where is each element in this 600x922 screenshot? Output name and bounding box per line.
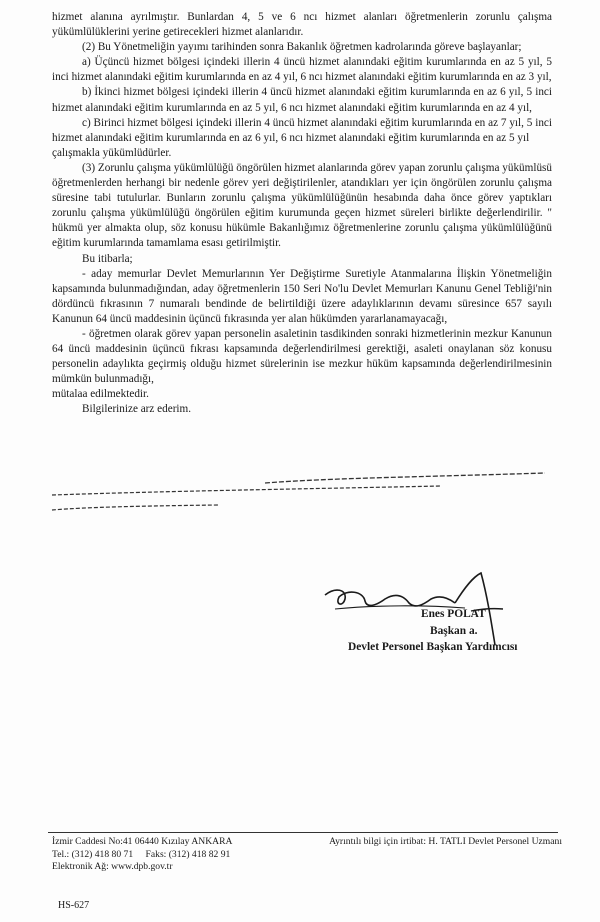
footer-line-2 xyxy=(52,849,562,862)
paragraph-closing: Bilgilerinize arz ederim. xyxy=(82,403,192,416)
paragraph-opinion: mütalaa edilmektedir. xyxy=(52,388,149,401)
paragraph-2: (2) Bu Yönetmeliğin yayımı tarihinden sonra Bakanlık öğretmen kadrolarında göreve başlayanlar; xyxy=(82,41,522,54)
paragraph-teacher-service: - öğretmen olarak görev yapan personelin asaletinin tasdikinden sonraki hizmetlerinin mezkur Kanunun 64 üncü maddesinin üçüncü fıkrası kapsamında değerlendirilmesi gerektiği, asaleti onaylanan söz konusu personelin adaylıkta geçirmiş olduğu hizmet sürelerinin ise mezkur hüküm kapsamında değerlendirilmesinin mümkün bulunmadığı, xyxy=(52,327,552,386)
footer-line-1 xyxy=(52,836,562,849)
letter-footer xyxy=(52,836,562,874)
paragraph-3: (3) Zorunlu çalışma yükümlülüğü öngörülen hizmet alanlarında görev yapan zorunlu çalışma yükümlüsü öğretmenlerden herhangi bir nedenle görev yeri değiştirilenler, atandıkları yer için öngörülen zorunlu çalışma süresine tabi tutulurlar. Bunların zorunlu çalışma yükümlülüğünün hesabında daha önce görev yaptıkları zorunlu çalışma yükümlülüğü öngörülen eğitim kurumunda geçen hizmet süreleri birlikte değerlendirilir. " hükmü yer almakta olup, söz konusu hükümle Bakanlığımız öğretmenlerine zorunlu çalışma yükümlülüğünü eğitim kurumlarında tamamlama esası getirilmiştir. xyxy=(52,161,552,250)
paragraph-item-a: a) Üçüncü hizmet bölgesi içindeki illerin 4 üncü hizmet alanındaki eğitim kurumlarında en az 5 yıl, 5 inci hizmet alanındaki eğitim kurumlarında en az 4 yıl, 6 ncı hizmet alanındaki eğitim kurumlarında en az 3 yıl, xyxy=(52,56,552,84)
paragraph-candidate-officers: - aday memurlar Devlet Memurlarının Yer Değiştirme Suretiyle Atanmalarına İlişkin Yönetmeliğin kapsamında bulunmadığından, aday öğretmenlerin 150 Seri No'lu Devlet Memurları Kanunu Genel Tebliği'nin dördüncü fıkrasının 7 numaralı bendinde de belirtildiği üzere adaylıklarının devamı süresince 657 sayılı Kanunun 64 üncü maddesinin üçüncü fıkrasında yer alan hükümden yararlanamayacağı, xyxy=(52,267,552,325)
signer-name: Enes POLAT xyxy=(421,608,486,620)
footer-address: İzmir Caddesi No:41 06440 Kızılay ANKARA xyxy=(52,836,233,847)
paragraph-item-b: b) İkinci hizmet bölgesi içindeki illerin 4 üncü hizmet alanındaki eğitim kurumlarında en az 6 yıl, 5 inci hizmet alanındaki eğitim kurumlarında en az 5 yıl, 6 ncı hizmet alanındaki eğitim kurumlarında en az 4 yıl, xyxy=(52,86,552,114)
paragraph-therefore: Bu itibarla; xyxy=(82,252,133,265)
signer-role: Başkan a. xyxy=(430,625,478,637)
footer-divider xyxy=(48,832,558,833)
paragraph-item-c: c) Birinci hizmet bölgesi içindeki illerin 4 üncü hizmet alanındaki eğitim kurumlarında en az 7 yıl, 5 inci hizmet alanındaki eğitim kurumlarında en az 6 yıl, 6 ncı hizmet alanındaki eğitim kurumlarında en az 5 yıl xyxy=(52,116,552,144)
footer-phone: Tel.: (312) 418 80 71 xyxy=(52,848,134,860)
paragraph-1: hizmet alanına ayrılmıştır. Bunlardan 4, 5 ve 6 ncı hizmet alanları öğretmenlerin zorunlu çalışma yükümlülüklerini yerine getirecekleri hizmet alanlarıdır. xyxy=(52,11,552,39)
footer-fax: Faks: (312) 418 82 91 xyxy=(145,848,231,860)
signer-title: Devlet Personel Başkan Yardımcısı xyxy=(348,641,518,653)
footer-contact-info: Ayrıntılı bilgi için irtibat: H. TATLI Devlet Personel Uzmanı xyxy=(329,836,562,847)
paragraph-obligation: çalışmakla yükümlüdürler. xyxy=(52,146,172,159)
document-code: HS-627 xyxy=(58,900,90,911)
footer-web: Elektronik Ağ: www.dpb.gov.tr xyxy=(52,861,173,873)
letter-body xyxy=(52,10,552,418)
